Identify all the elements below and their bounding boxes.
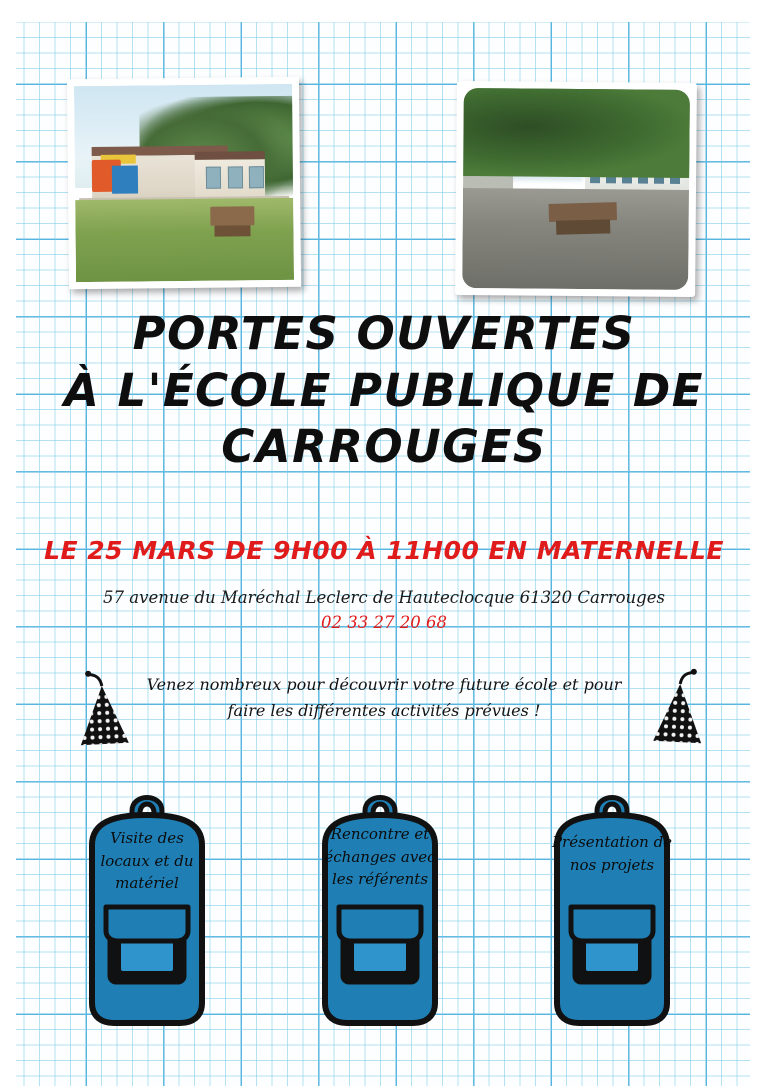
backpack-projets-caption-line-2: nos projets [569, 855, 655, 874]
backpack-visite [62, 785, 232, 1030]
backpack-rencontre-caption-line-1: Rencontre et [330, 825, 430, 843]
photo1-window [227, 167, 242, 189]
backpack-rencontre-shape [295, 785, 465, 1030]
address-street: 57 avenue du Maréchal Leclerc de Hauteclocque 61320 Carrouges [103, 588, 665, 607]
title-line-2: À L'ÉCOLE PUBLIQUE DE [63, 363, 705, 417]
photo2-tree-canopy [462, 88, 690, 178]
photo1-playground-panel [112, 166, 138, 194]
photo1-window [206, 167, 221, 189]
party-hat-right-icon [646, 666, 712, 747]
poster-title [0, 306, 768, 476]
address-block [0, 586, 768, 636]
photo-school-playground-frame [74, 84, 294, 282]
title-line-3: CARROUGES [221, 420, 547, 474]
invitation-line-2: faire les différentes activités prévues ! [227, 701, 541, 721]
backpack-visite-shape [62, 785, 232, 1030]
invitation-line-1: Venez nombreux pour découvrir votre future école et pour [146, 675, 622, 694]
backpack-rencontre [295, 785, 465, 1030]
invitation-text [120, 672, 648, 725]
photo2-bench [548, 202, 616, 222]
photo-school-playground [67, 77, 301, 289]
backpack-projets [527, 785, 697, 1030]
photo-school-courtyard [455, 81, 697, 297]
sheet-margin-bottom [0, 0, 768, 22]
backpack-visite-caption-line-2: locaux et du [100, 851, 194, 870]
photo1-bench [210, 206, 254, 226]
backpack-rencontre-caption-line-2: échanges avec [324, 847, 436, 866]
backpack-projets-shape [527, 785, 697, 1030]
event-datetime: LE 25 MARS DE 9H00 À 11H00 EN MATERNELLE [44, 536, 724, 565]
photo1-lawn [75, 198, 294, 283]
photo-school-courtyard-frame [462, 88, 690, 290]
backpack-visite-caption-line-3: matériel [115, 874, 179, 892]
backpack-projets-caption-line-1: Présentation de [551, 833, 673, 851]
backpack-rencontre-caption-line-3: les référents [331, 870, 429, 888]
party-hat-left-icon [70, 668, 136, 749]
photo1-window [249, 166, 264, 188]
backpack-visite-caption-line-1: Visite des [110, 829, 184, 847]
address-phone: 02 33 27 20 68 [321, 612, 447, 632]
title-line-1: PORTES OUVERTES [132, 307, 636, 360]
